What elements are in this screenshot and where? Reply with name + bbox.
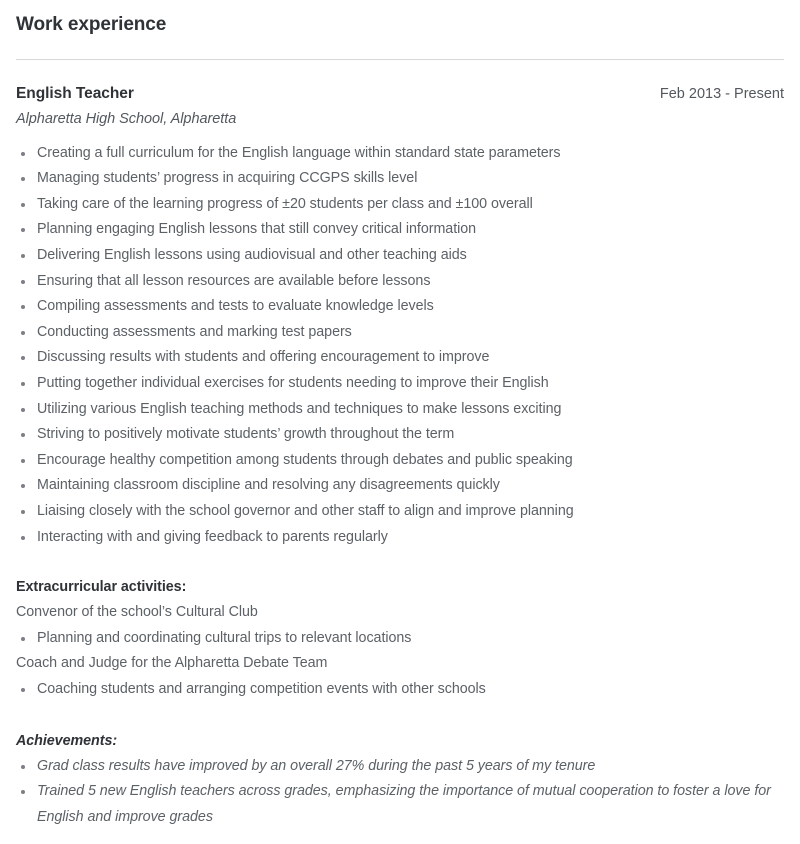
- responsibility-item: Striving to positively motivate students’ growth throughout the term: [16, 422, 784, 448]
- responsibility-item: Encourage healthy competition among students through debates and public speaking: [16, 448, 784, 474]
- extracurricular-section: [16, 575, 784, 702]
- responsibility-item: Discussing results with students and offering encouragement to improve: [16, 345, 784, 371]
- responsibility-item: Creating a full curriculum for the English language within standard state parameters: [16, 141, 784, 167]
- achievements-section: [16, 729, 784, 831]
- extracurricular-entries: [16, 600, 784, 702]
- responsibility-item: Utilizing various English teaching methods and techniques to make lessons exciting: [16, 397, 784, 423]
- responsibility-item: Putting together individual exercises for students needing to improve their English: [16, 371, 784, 397]
- extracurricular-bullet-list: [16, 677, 784, 703]
- achievement-item: Trained 5 new English teachers across grades, emphasizing the importance of mutual cooperation to foster a love for English and improve grades: [16, 779, 784, 830]
- section-divider: [16, 59, 784, 60]
- extracurricular-item: Coaching students and arranging competition events with other schools: [16, 677, 784, 703]
- responsibility-item: Liaising closely with the school governor and other staff to align and improve planning: [16, 499, 784, 525]
- extracurricular-heading: Extracurricular activities:: [16, 579, 187, 596]
- extracurricular-role: Coach and Judge for the Alpharetta Debate Team: [16, 655, 328, 672]
- responsibility-item: Delivering English lessons using audiovisual and other teaching aids: [16, 243, 784, 269]
- responsibility-item: Planning engaging English lessons that still convey critical information: [16, 217, 784, 243]
- responsibility-item: Ensuring that all lesson resources are available before lessons: [16, 269, 784, 295]
- extracurricular-bullet-list: [16, 626, 784, 652]
- section-title: Work experience: [16, 14, 167, 35]
- job-company: Alpharetta High School, Alpharetta: [16, 110, 237, 127]
- responsibilities-list: [16, 141, 784, 551]
- responsibility-item: Taking care of the learning progress of ±20 students per class and ±100 overall: [16, 192, 784, 218]
- achievements-list: [16, 754, 784, 831]
- extracurricular-item: Planning and coordinating cultural trips to relevant locations: [16, 626, 784, 652]
- responsibility-item: Conducting assessments and marking test papers: [16, 320, 784, 346]
- responsibility-item: Interacting with and giving feedback to parents regularly: [16, 525, 784, 551]
- job-title: English Teacher: [16, 84, 134, 102]
- responsibility-item: Compiling assessments and tests to evaluate knowledge levels: [16, 294, 784, 320]
- job-dates: Feb 2013 - Present: [659, 85, 784, 102]
- achievement-item: Grad class results have improved by an overall 27% during the past 5 years of my tenure: [16, 754, 784, 780]
- extracurricular-role: Convenor of the school’s Cultural Club: [16, 604, 258, 621]
- responsibility-item: Managing students’ progress in acquiring CCGPS skills level: [16, 166, 784, 192]
- job-header: [16, 85, 784, 103]
- responsibility-item: Maintaining classroom discipline and resolving any disagreements quickly: [16, 473, 784, 499]
- achievements-heading: Achievements:: [16, 732, 118, 749]
